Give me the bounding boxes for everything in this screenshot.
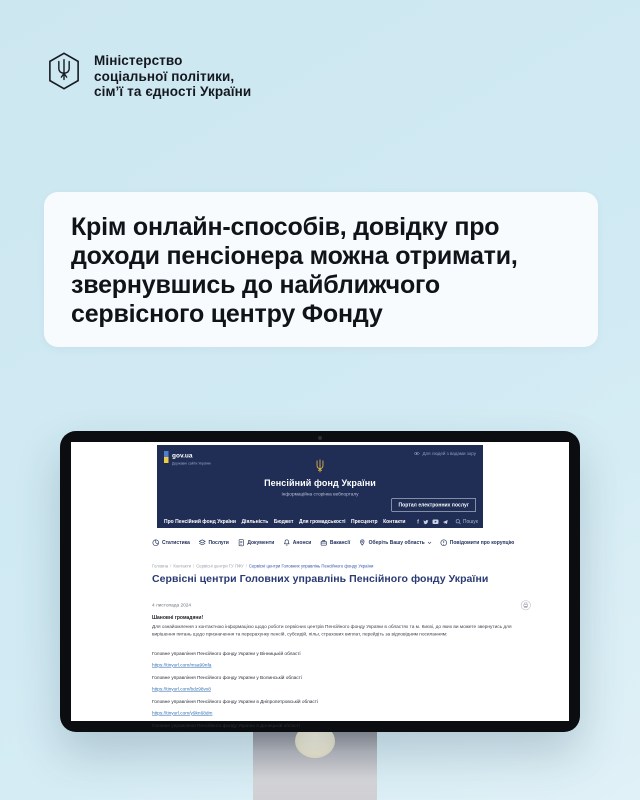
documents-icon <box>237 539 245 547</box>
briefcase-icon <box>320 539 328 547</box>
search-label: Пошук <box>462 519 478 525</box>
quicklink-label: Послуги <box>208 540 229 546</box>
main-navigation <box>164 519 478 525</box>
ministry-logo <box>48 52 251 100</box>
monitor <box>60 431 580 732</box>
list-item <box>152 699 532 717</box>
region-link-label: Головне управління Пенсійного фонду України в Дніпропетровській області <box>152 699 319 705</box>
map-pin-icon <box>359 539 367 547</box>
list-item <box>152 651 532 669</box>
intro-paragraph: Для ознайомлення з контактною інформацією щодо роботи сервісних центрів Пенсійного фонду України в областях та м. Києві, до яких ви можете звернутись для вирішення питань щодо призначення та перерахунку пенсій, субсидій, пільг, страхових виплат, перейдіть за відповідним посиланням: <box>152 624 512 637</box>
quicklinks-row <box>152 539 537 547</box>
report-corruption[interactable] <box>440 539 514 547</box>
telegram-icon[interactable] <box>442 519 448 524</box>
region-link-label: Головне управління Пенсійного фонду України у Вінницькій області <box>152 651 301 657</box>
site-subtitle: Інформаційна сторінка вебпорталу <box>281 491 359 497</box>
ministry-name <box>94 52 251 100</box>
quicklink-vacancies[interactable] <box>320 539 350 547</box>
govua-subtitle: Державні сайти України <box>172 462 211 466</box>
quicklink-label: Вакансії <box>329 540 351 546</box>
services-icon <box>198 539 206 547</box>
social-links <box>417 519 448 524</box>
greeting-text: Шановні громадяни! <box>152 615 204 621</box>
headline-line: сервісного центру Фонду <box>71 300 383 328</box>
quicklink-label: Анонси <box>292 540 312 546</box>
quicklink-label: Статистика <box>162 540 190 546</box>
headline-line: Крім онлайн-способів, довідку про <box>71 213 500 241</box>
statistics-icon <box>152 539 160 547</box>
search-icon <box>455 519 461 525</box>
ministry-emblem-icon <box>48 52 80 90</box>
list-item <box>152 723 532 729</box>
quicklink-statistics[interactable] <box>152 539 190 547</box>
region-link-url[interactable]: https://tinyurl.com/msa99nfa <box>152 662 212 668</box>
site-title: Пенсійний фонд України <box>264 478 376 488</box>
twitter-icon[interactable] <box>423 519 429 524</box>
region-link-url[interactable]: https://tinyurl.com/y9kn68dm <box>152 710 213 716</box>
accessibility-label: Для людей з вадами зору <box>422 451 476 456</box>
breadcrumb-contacts[interactable]: Контакти <box>173 563 192 569</box>
bell-icon <box>283 539 291 547</box>
breadcrumb-current: Сервісні центри Головних управлінь Пенсійного фонду України <box>248 563 374 569</box>
region-links-list <box>152 651 532 735</box>
headline-card <box>44 192 598 347</box>
quicklink-label: Оберіть Вашу область <box>368 540 425 546</box>
list-item <box>152 675 532 693</box>
nav-item-activity[interactable]: Діяльність <box>241 519 269 525</box>
eye-icon <box>413 451 420 456</box>
ministry-name-line: соціальної політики, <box>94 68 235 84</box>
region-selector[interactable] <box>359 539 432 547</box>
quicklink-label: Документи <box>247 540 275 546</box>
quicklink-services[interactable] <box>198 539 228 547</box>
alert-icon <box>440 539 448 547</box>
quicklink-announcements[interactable] <box>283 539 312 547</box>
printer-icon[interactable] <box>521 600 532 611</box>
nav-item-budget[interactable]: Бюджет <box>273 519 294 525</box>
nav-item-press[interactable]: Пресцентр <box>351 519 378 525</box>
webcam-dot <box>318 436 322 440</box>
quicklink-label: Повідомити про корупцію <box>449 540 515 546</box>
headline-line: звернувшись до найближчого <box>71 271 441 299</box>
accessibility-toggle[interactable] <box>413 451 476 456</box>
region-link-url[interactable]: https://tinyurl.com/bdz98vx8 <box>152 686 211 692</box>
breadcrumb-centers[interactable]: Сервісні центри ГУ ПФУ <box>196 563 244 569</box>
headline-line: доходи пенсіонера можна отримати, <box>71 242 518 270</box>
portal-button[interactable]: Портал електронних послуг <box>392 498 476 512</box>
search-control[interactable] <box>455 519 478 525</box>
breadcrumb: Головна / Контакти / Сервісні центри ГУ ПФУ / Сервісні центри Головних управлінь Пенсійного фонду України <box>152 563 374 569</box>
region-link-label: Головне управління Пенсійного фонду України у Волинській області <box>152 675 302 681</box>
browser-screen <box>71 442 569 729</box>
quicklink-documents[interactable] <box>237 539 274 547</box>
breadcrumb-home[interactable]: Головна <box>152 563 169 569</box>
nav-item-about[interactable]: Про Пенсійний фонд України <box>164 519 236 525</box>
trident-icon <box>315 459 326 473</box>
nav-item-contacts[interactable]: Контакти <box>383 519 406 525</box>
region-link-label: Головне управління Пенсійного фонду України в Донецькій області <box>152 723 300 729</box>
ministry-name-line: сім’ї та єдності України <box>94 84 252 99</box>
site-identity <box>157 459 483 497</box>
facebook-icon[interactable]: f <box>417 518 419 525</box>
nav-item-public[interactable]: Для громадськості <box>298 519 346 525</box>
article-date: 4 листопада 2024 <box>152 602 192 608</box>
site-header <box>157 445 483 528</box>
article-meta <box>152 600 531 611</box>
page-title: Сервісні центри Головних управлінь Пенсійного фонду України <box>152 573 489 585</box>
pfu-website <box>71 442 569 729</box>
youtube-icon[interactable] <box>432 520 438 525</box>
govua-title: gov.ua <box>172 451 193 459</box>
chevron-down-icon <box>427 542 431 545</box>
ministry-name-line: Міністерство <box>94 53 183 68</box>
